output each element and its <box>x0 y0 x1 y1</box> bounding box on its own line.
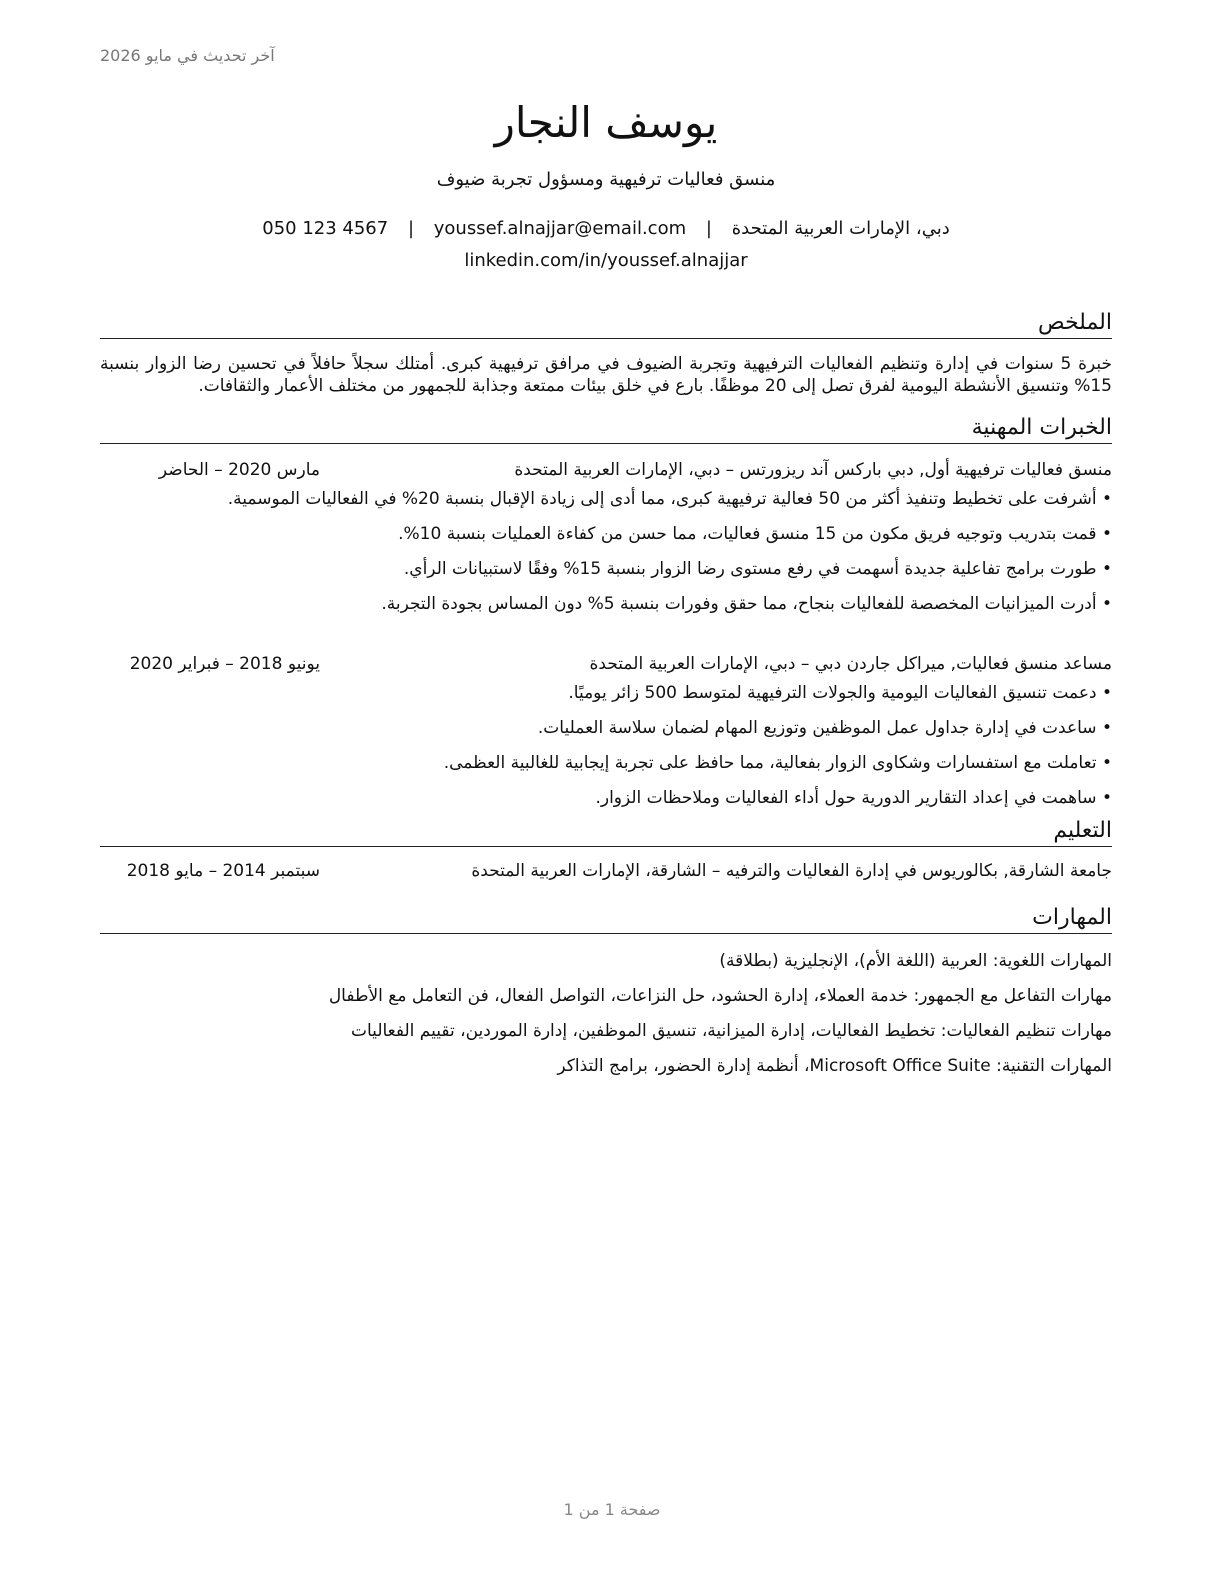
separator: | <box>407 218 415 239</box>
list-item: • ساعدت في إدارة جداول عمل الموظفين وتوزيع المهام لضمان سلاسة العمليات. <box>100 711 1112 746</box>
summary-text: خبرة 5 سنوات في إدارة وتنظيم الفعاليات الترفيهية وتجربة الضيوف في مرافق ترفيهية كبرى. أمتلك سجلاً حافلاً في تحسين رضا الزوار بنسبة 15% وتنسيق الأنشطة اليومية لفرق تصل إلى 20 موظفًا. بارع في خلق بيئات ممتعة وجذابة للجمهور من مختلف الأعمار والثقافات. <box>100 354 1112 396</box>
job-entry <box>100 458 1112 622</box>
list-item: • تعاملت مع استفسارات وشكاوى الزوار بفعالية، مما حافظ على تجربة إيجابية للغالبية العظمى. <box>100 746 1112 781</box>
education-entry <box>100 859 1112 883</box>
skills-list <box>100 944 1112 1084</box>
candidate-title: منسق فعاليات ترفيهية ومسؤول تجربة ضيوف <box>436 169 776 190</box>
email[interactable]: youssef.alnajjar@email.com <box>433 218 687 239</box>
education-dates: سبتمبر 2014 – مايو 2018 <box>126 861 320 881</box>
resume-header <box>100 92 1112 278</box>
location: دبي، الإمارات العربية المتحدة <box>731 218 950 239</box>
contact-line <box>100 214 1112 244</box>
list-item: • قمت بتدريب وتوجيه فريق مكون من 15 منسق فعاليات، مما حسن من كفاءة العمليات بنسبة 10%. <box>100 517 1112 552</box>
education-heading: التعليم <box>100 816 1112 847</box>
list-item: • ساهمت في إعداد التقارير الدورية حول أداء الفعاليات وملاحظات الزوار. <box>100 781 1112 816</box>
job-bullets <box>100 482 1112 622</box>
job-entry <box>100 652 1112 816</box>
job-header <box>100 458 1112 482</box>
last-updated: آخر تحديث في مايو 2026 <box>100 46 275 65</box>
linkedin-link[interactable]: linkedin.com/in/youssef.alnajjar <box>464 250 748 271</box>
skill-line: المهارات اللغوية: العربية (اللغة الأم)، الإنجليزية (بطلاقة) <box>719 951 1112 971</box>
job-dates: مارس 2020 – الحاضر <box>158 460 320 480</box>
job-dates: يونيو 2018 – فبراير 2020 <box>129 654 320 674</box>
skill-line: المهارات التقنية: Microsoft Office Suite، أنظمة إدارة الحضور، برامج التذاكر <box>557 1056 1112 1076</box>
candidate-name: يوسف النجار <box>494 98 718 147</box>
education-degree: جامعة الشارقة, بكالوريوس في إدارة الفعاليات والترفيه – الشارقة، الإمارات العربية المتحدة <box>471 861 1112 881</box>
list-item: • دعمت تنسيق الفعاليات اليومية والجولات الترفيهية لمتوسط 500 زائر يوميًا. <box>100 676 1112 711</box>
job-bullets <box>100 676 1112 816</box>
list-item: • طورت برامج تفاعلية جديدة أسهمت في رفع مستوى رضا الزوار بنسبة 15% وفقًا لاستبيانات الرأي. <box>100 552 1112 587</box>
resume-body <box>100 308 1112 1084</box>
phone: 050 123 4567 <box>262 218 389 239</box>
job-title: مساعد منسق فعاليات, ميراكل جاردن دبي – دبي، الإمارات العربية المتحدة <box>589 654 1112 674</box>
page-number: صفحة 1 من 1 <box>563 1500 661 1519</box>
summary-heading: الملخص <box>100 308 1112 339</box>
skill-line: مهارات تنظيم الفعاليات: تخطيط الفعاليات، إدارة الميزانية، تنسيق الموظفين، إدارة الموردين، تقييم الفعاليات <box>351 1021 1112 1041</box>
separator: | <box>705 218 712 239</box>
job-title: منسق فعاليات ترفيهية أول, دبي باركس آند ريزورتس – دبي، الإمارات العربية المتحدة <box>514 460 1112 480</box>
list-item: • أدرت الميزانيات المخصصة للفعاليات بنجاح، مما حقق وفورات بنسبة 5% دون المساس بجودة التجربة. <box>100 587 1112 622</box>
skill-line: مهارات التفاعل مع الجمهور: خدمة العملاء، إدارة الحشود، حل النزاعات، التواصل الفعال، فن التعامل مع الأطفال <box>328 986 1112 1006</box>
job-header <box>100 652 1112 676</box>
skills-heading: المهارات <box>100 903 1112 934</box>
list-item: • أشرفت على تخطيط وتنفيذ أكثر من 50 فعالية ترفيهية كبرى، مما أدى إلى زيادة الإقبال بنسبة 20% في الفعاليات الموسمية. <box>100 482 1112 517</box>
experience-heading: الخبرات المهنية <box>100 413 1112 444</box>
